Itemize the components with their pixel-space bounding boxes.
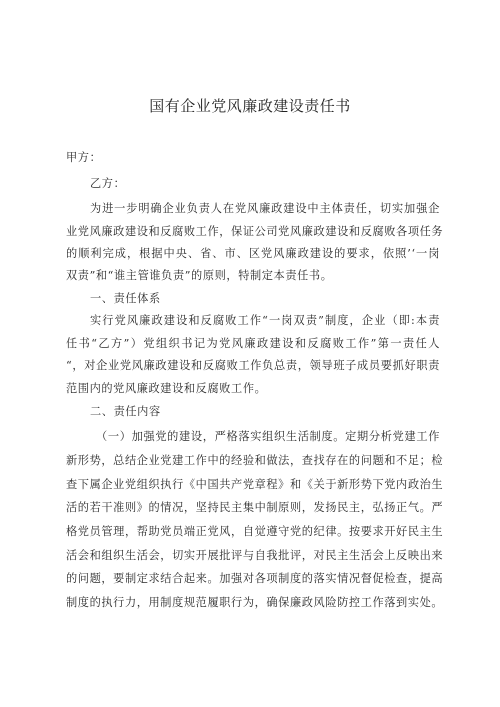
party-a-label: 甲方： — [66, 151, 102, 164]
paragraph-line: 实行党风廉政建设和反腐败工作“一岗双责”制度，企业（即:本责 — [90, 314, 440, 327]
paragraph-line: 任书“乙方”）党组织书记为党风廉政建设和反腐败工作”第一责任人 — [66, 337, 440, 350]
paragraph-line: 的顺利完成，根据中央、省、市、区党风廉政建设的要求，依照’‘一岗 — [66, 247, 440, 260]
paragraph-line: “，对企业党风廉政建设和反腐败工作负总责，领导班子成员要抓好职责 — [66, 359, 440, 372]
paragraph-line: 新形势，总结企业党建工作中的经验和做法，查找存在的问题和不足；检 — [66, 454, 444, 467]
paragraph-line: 业党风廉政建设和反腐败工作，保证公司党风廉政建设和反腐败各项任务 — [66, 225, 444, 238]
paragraph-line: 活的若干准则》的情况，坚持民主集中制原则，发扬民主，弘扬正气。严 — [66, 501, 444, 514]
paragraph-line: 查下属企业党组织执行《中国共产党章程》和《关于新形势下党内政治生 — [66, 478, 444, 491]
paragraph-line: 范围内的党风廉政建设和反腐败工作。 — [66, 382, 267, 395]
section-heading: 一、责任体系 — [90, 292, 161, 305]
paragraph-line: 制度的执行力，用制度规范履职行为，确保廉政风险防控工作落到实处。 — [66, 596, 444, 609]
paragraph-line: 双责”和“谁主管谁负责”的原则，特制定本责任书。 — [66, 269, 333, 282]
paragraph-line: （一）加强党的建设，严格落实组织生活制度。定期分析党建工作 — [96, 430, 440, 443]
document-title: 国有企业党风廉政建设责任书 — [149, 97, 351, 115]
section-heading: 二、责任内容 — [90, 405, 161, 418]
paragraph-line: 为进一步明确企业负责人在党风廉政建设中主体责任，切实加强企 — [90, 202, 440, 215]
paragraph-line: 格党员管理，帮助党员端正党风，自觉遵守党的纪律。按要求开好民主生 — [66, 525, 444, 538]
party-b-label: 乙方： — [90, 177, 126, 190]
paragraph-line: 的问题，要制定求结合起来。加强对各项制度的落实情况督促检查，提高 — [66, 572, 444, 585]
paragraph-line: 活会和组织生活会，切实开展批评与自我批评，对民主生活会上反映出来 — [66, 549, 444, 562]
